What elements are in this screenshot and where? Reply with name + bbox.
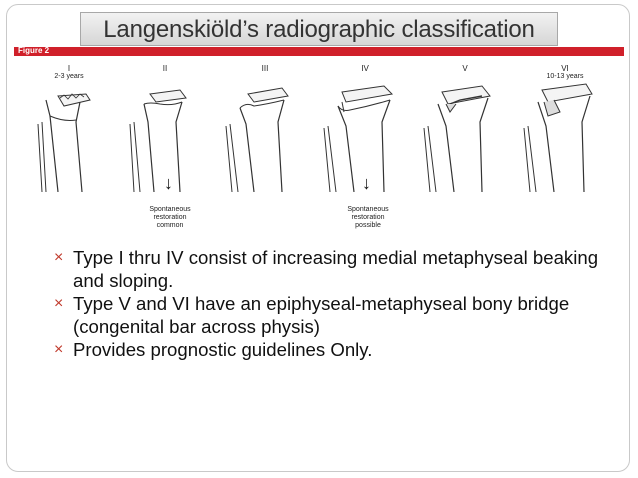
type-age (420, 73, 510, 81)
type-numeral: IV (361, 64, 369, 73)
arrow-down-icon: ↓ (164, 173, 173, 193)
type-column-6 (520, 56, 610, 81)
type-column-4 (320, 56, 410, 81)
type-column-3 (220, 56, 310, 81)
x-bullet-icon: × (54, 295, 64, 312)
bullet-text: Provides prognostic guidelines Only. (73, 339, 373, 360)
bullet-list (54, 246, 624, 361)
tibia-drawing-type-6 (520, 82, 610, 192)
bullet-text: Type V and VI have an epiphyseal-metaphyseal bony bridge (congenital bar across physis) (73, 293, 570, 337)
type-column-2 (120, 56, 210, 81)
figure-label: Figure 2 (18, 46, 50, 55)
bullet-item (54, 338, 624, 361)
type-column-1 (24, 56, 114, 81)
classification-figure (14, 56, 624, 232)
figure-header-bar (14, 47, 624, 56)
slide-title: Langenskiöld’s radiographic classification (103, 16, 535, 43)
note-line: restoration (351, 214, 385, 221)
arrow-down-icon: ↓ (362, 173, 371, 193)
note-line: common (156, 222, 184, 229)
type-age (320, 73, 410, 81)
note-restoration-possible (318, 206, 418, 230)
type-age: 2-3 years (54, 73, 84, 80)
type-numeral: I (67, 64, 71, 73)
type-numeral: VI (561, 64, 569, 73)
type-numeral: III (261, 64, 269, 73)
type-column-5 (420, 56, 510, 81)
note-line: restoration (153, 214, 187, 221)
bullet-item (54, 246, 624, 292)
type-age (220, 73, 310, 81)
x-bullet-icon: × (54, 341, 64, 358)
title-banner (80, 12, 558, 46)
bullet-item (54, 292, 624, 338)
type-age: 10-13 years (546, 73, 584, 80)
note-line: Spontaneous (347, 206, 389, 213)
note-line: Spontaneous (149, 206, 191, 213)
note-restoration-common (120, 206, 220, 230)
x-bullet-icon: × (54, 249, 64, 266)
note-line: possible (355, 222, 381, 229)
type-numeral: II (162, 64, 168, 73)
bullet-text: Type I thru IV consist of increasing medial metaphyseal beaking and sloping. (73, 247, 599, 291)
type-numeral: V (462, 64, 468, 73)
tibia-drawing-type-3 (220, 82, 310, 192)
type-age (120, 73, 210, 81)
tibia-drawing-type-1 (24, 82, 114, 192)
tibia-drawing-type-5 (420, 82, 510, 192)
